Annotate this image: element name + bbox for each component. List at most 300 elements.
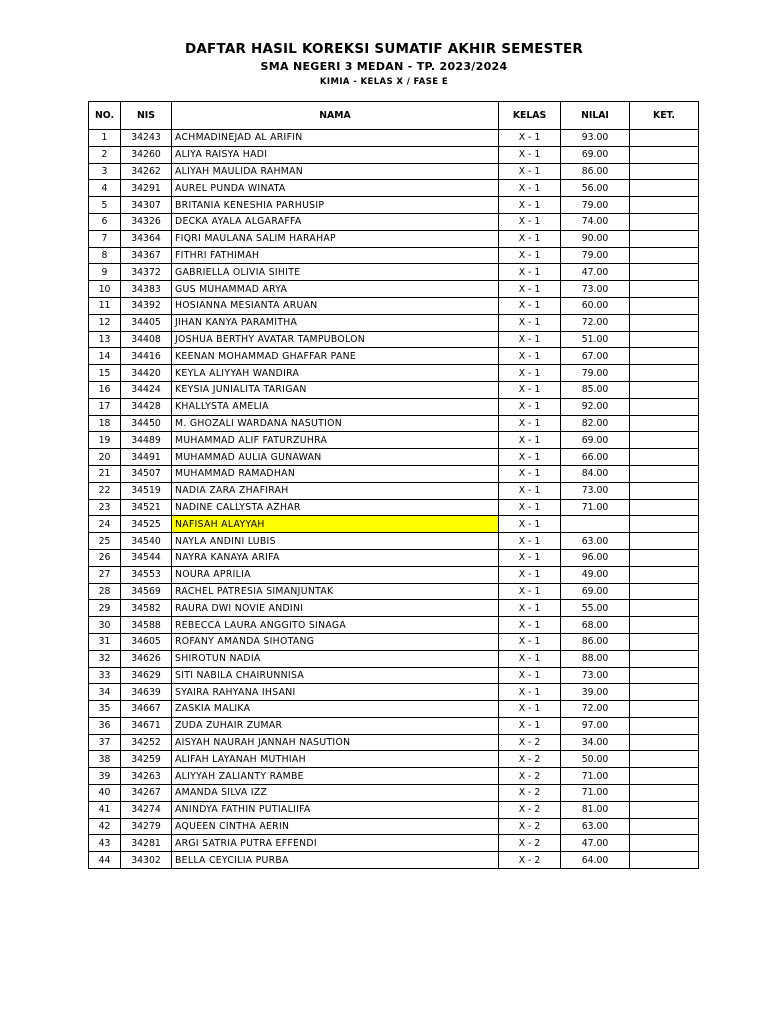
table-row bbox=[89, 533, 699, 550]
cell-no: 36 bbox=[89, 717, 121, 734]
cell-nama: DECKA AYALA ALGARAFFA bbox=[172, 213, 499, 230]
column-header-ket: KET. bbox=[630, 102, 699, 130]
cell-kelas: X - 1 bbox=[499, 583, 561, 600]
cell-nis: 34274 bbox=[121, 801, 172, 818]
cell-nis: 34372 bbox=[121, 264, 172, 281]
cell-kelas: X - 1 bbox=[499, 633, 561, 650]
cell-nis: 34424 bbox=[121, 381, 172, 398]
cell-kelas: X - 1 bbox=[499, 331, 561, 348]
cell-nama: MUHAMMAD ALIF FATURZUHRA bbox=[172, 432, 499, 449]
cell-kelas: X - 1 bbox=[499, 146, 561, 163]
cell-nis: 34291 bbox=[121, 180, 172, 197]
cell-kelas: X - 1 bbox=[499, 650, 561, 667]
cell-nama: ALIYAH MAULIDA RAHMAN bbox=[172, 163, 499, 180]
cell-kelas: X - 1 bbox=[499, 499, 561, 516]
cell-ket bbox=[630, 533, 699, 550]
cell-nama: NADINE CALLYSTA AZHAR bbox=[172, 499, 499, 516]
cell-kelas: X - 1 bbox=[499, 566, 561, 583]
cell-ket bbox=[630, 264, 699, 281]
cell-ket bbox=[630, 801, 699, 818]
table-row bbox=[89, 801, 699, 818]
cell-kelas: X - 1 bbox=[499, 449, 561, 466]
cell-nama: BELLA CEYCILIA PURBA bbox=[172, 852, 499, 869]
table-row bbox=[89, 768, 699, 785]
cell-kelas: X - 1 bbox=[499, 314, 561, 331]
cell-nilai: 81.00 bbox=[561, 801, 630, 818]
cell-nilai: 69.00 bbox=[561, 432, 630, 449]
cell-ket bbox=[630, 180, 699, 197]
cell-nama: NADIA ZARA ZHAFIRAH bbox=[172, 482, 499, 499]
table-row bbox=[89, 398, 699, 415]
cell-nama: AMANDA SILVA IZZ bbox=[172, 785, 499, 802]
cell-no: 35 bbox=[89, 701, 121, 718]
cell-nilai: 79.00 bbox=[561, 197, 630, 214]
table-body bbox=[89, 130, 699, 869]
cell-kelas: X - 1 bbox=[499, 381, 561, 398]
cell-ket bbox=[630, 163, 699, 180]
cell-ket bbox=[630, 701, 699, 718]
cell-kelas: X - 1 bbox=[499, 549, 561, 566]
cell-nis: 34262 bbox=[121, 163, 172, 180]
table-header-row bbox=[89, 102, 699, 130]
cell-kelas: X - 1 bbox=[499, 398, 561, 415]
cell-ket bbox=[630, 230, 699, 247]
cell-ket bbox=[630, 818, 699, 835]
cell-nama: MUHAMMAD AULIA GUNAWAN bbox=[172, 449, 499, 466]
cell-nilai: 69.00 bbox=[561, 583, 630, 600]
cell-nilai: 63.00 bbox=[561, 818, 630, 835]
table-row bbox=[89, 751, 699, 768]
cell-nilai: 34.00 bbox=[561, 734, 630, 751]
cell-no: 12 bbox=[89, 314, 121, 331]
cell-nama: JIHAN KANYA PARAMITHA bbox=[172, 314, 499, 331]
cell-nama: KEYSIA JUNIALITA TARIGAN bbox=[172, 381, 499, 398]
table-row bbox=[89, 331, 699, 348]
table-row bbox=[89, 717, 699, 734]
cell-no: 43 bbox=[89, 835, 121, 852]
cell-no: 25 bbox=[89, 533, 121, 550]
column-header-kelas: KELAS bbox=[499, 102, 561, 130]
cell-no: 19 bbox=[89, 432, 121, 449]
cell-nilai: 64.00 bbox=[561, 852, 630, 869]
cell-ket bbox=[630, 516, 699, 533]
cell-nis: 34489 bbox=[121, 432, 172, 449]
cell-kelas: X - 1 bbox=[499, 180, 561, 197]
table-row bbox=[89, 314, 699, 331]
cell-no: 9 bbox=[89, 264, 121, 281]
cell-nis: 34392 bbox=[121, 297, 172, 314]
cell-nilai: 72.00 bbox=[561, 701, 630, 718]
cell-ket bbox=[630, 348, 699, 365]
cell-no: 7 bbox=[89, 230, 121, 247]
cell-no: 26 bbox=[89, 549, 121, 566]
cell-kelas: X - 1 bbox=[499, 684, 561, 701]
cell-nama: ZASKIA MALIKA bbox=[172, 701, 499, 718]
cell-kelas: X - 1 bbox=[499, 281, 561, 298]
cell-ket bbox=[630, 213, 699, 230]
table-row bbox=[89, 281, 699, 298]
cell-nis: 34302 bbox=[121, 852, 172, 869]
table-row bbox=[89, 163, 699, 180]
cell-no: 16 bbox=[89, 381, 121, 398]
cell-no: 22 bbox=[89, 482, 121, 499]
table-row bbox=[89, 180, 699, 197]
cell-ket bbox=[630, 146, 699, 163]
cell-nama: AISYAH NAURAH JANNAH NASUTION bbox=[172, 734, 499, 751]
cell-nama: ZUDA ZUHAIR ZUMAR bbox=[172, 717, 499, 734]
cell-nilai: 96.00 bbox=[561, 549, 630, 566]
cell-no: 34 bbox=[89, 684, 121, 701]
cell-nis: 34260 bbox=[121, 146, 172, 163]
cell-nama: GUS MUHAMMAD ARYA bbox=[172, 281, 499, 298]
cell-nis: 34367 bbox=[121, 247, 172, 264]
cell-ket bbox=[630, 130, 699, 147]
cell-kelas: X - 1 bbox=[499, 264, 561, 281]
cell-nama: NAFISAH ALAYYAH bbox=[172, 516, 499, 533]
cell-no: 28 bbox=[89, 583, 121, 600]
cell-ket bbox=[630, 415, 699, 432]
cell-kelas: X - 1 bbox=[499, 365, 561, 382]
table-row bbox=[89, 785, 699, 802]
cell-no: 33 bbox=[89, 667, 121, 684]
cell-ket bbox=[630, 768, 699, 785]
cell-nilai: 73.00 bbox=[561, 667, 630, 684]
cell-nama: ARGI SATRIA PUTRA EFFENDI bbox=[172, 835, 499, 852]
cell-nilai: 85.00 bbox=[561, 381, 630, 398]
cell-kelas: X - 1 bbox=[499, 482, 561, 499]
cell-kelas: X - 1 bbox=[499, 197, 561, 214]
cell-nis: 34408 bbox=[121, 331, 172, 348]
cell-ket bbox=[630, 785, 699, 802]
cell-nis: 34416 bbox=[121, 348, 172, 365]
cell-nis: 34420 bbox=[121, 365, 172, 382]
cell-nis: 34259 bbox=[121, 751, 172, 768]
cell-nis: 34667 bbox=[121, 701, 172, 718]
cell-nilai: 73.00 bbox=[561, 281, 630, 298]
cell-nilai: 71.00 bbox=[561, 785, 630, 802]
column-header-nis: NIS bbox=[121, 102, 172, 130]
column-header-no: NO. bbox=[89, 102, 121, 130]
table-row bbox=[89, 213, 699, 230]
cell-no: 3 bbox=[89, 163, 121, 180]
cell-nis: 34281 bbox=[121, 835, 172, 852]
cell-ket bbox=[630, 381, 699, 398]
cell-nama: MUHAMMAD RAMADHAN bbox=[172, 465, 499, 482]
table-row bbox=[89, 633, 699, 650]
cell-nilai: 88.00 bbox=[561, 650, 630, 667]
cell-nis: 34639 bbox=[121, 684, 172, 701]
cell-nilai: 66.00 bbox=[561, 449, 630, 466]
cell-ket bbox=[630, 684, 699, 701]
cell-ket bbox=[630, 835, 699, 852]
table-row bbox=[89, 835, 699, 852]
cell-nilai: 71.00 bbox=[561, 499, 630, 516]
table-row bbox=[89, 130, 699, 147]
table-row bbox=[89, 818, 699, 835]
cell-nis: 34605 bbox=[121, 633, 172, 650]
table-row bbox=[89, 734, 699, 751]
table-row bbox=[89, 449, 699, 466]
cell-nama: REBECCA LAURA ANGGITO SINAGA bbox=[172, 617, 499, 634]
cell-nama: FITHRI FATHIMAH bbox=[172, 247, 499, 264]
cell-no: 44 bbox=[89, 852, 121, 869]
cell-no: 24 bbox=[89, 516, 121, 533]
cell-nis: 34588 bbox=[121, 617, 172, 634]
cell-nilai: 86.00 bbox=[561, 163, 630, 180]
cell-nis: 34540 bbox=[121, 533, 172, 550]
table-row bbox=[89, 432, 699, 449]
cell-ket bbox=[630, 667, 699, 684]
cell-kelas: X - 1 bbox=[499, 415, 561, 432]
cell-nama: FIQRI MAULANA SALIM HARAHAP bbox=[172, 230, 499, 247]
cell-nis: 34405 bbox=[121, 314, 172, 331]
cell-nis: 34544 bbox=[121, 549, 172, 566]
cell-nama: ALIYA RAISYA HADI bbox=[172, 146, 499, 163]
cell-nis: 34525 bbox=[121, 516, 172, 533]
cell-kelas: X - 1 bbox=[499, 213, 561, 230]
table-row bbox=[89, 516, 699, 533]
cell-nama: ALIYYAH ZALIANTY RAMBE bbox=[172, 768, 499, 785]
cell-nama: ALIFAH LAYANAH MUTHIAH bbox=[172, 751, 499, 768]
cell-nilai: 47.00 bbox=[561, 835, 630, 852]
cell-nilai: 69.00 bbox=[561, 146, 630, 163]
cell-nama: AQUEEN CINTHA AERIN bbox=[172, 818, 499, 835]
table-row bbox=[89, 146, 699, 163]
cell-no: 29 bbox=[89, 600, 121, 617]
cell-no: 18 bbox=[89, 415, 121, 432]
cell-nis: 34243 bbox=[121, 130, 172, 147]
cell-nilai: 86.00 bbox=[561, 633, 630, 650]
cell-nama: AUREL PUNDA WINATA bbox=[172, 180, 499, 197]
cell-kelas: X - 2 bbox=[499, 801, 561, 818]
cell-kelas: X - 1 bbox=[499, 297, 561, 314]
table-row bbox=[89, 465, 699, 482]
cell-nilai: 47.00 bbox=[561, 264, 630, 281]
cell-ket bbox=[630, 751, 699, 768]
cell-nis: 34507 bbox=[121, 465, 172, 482]
cell-nama: HOSIANNA MESIANTA ARUAN bbox=[172, 297, 499, 314]
document-title: DAFTAR HASIL KOREKSI SUMATIF AKHIR SEMESTER bbox=[185, 41, 583, 57]
cell-nama: KEYLA ALIYYAH WANDIRA bbox=[172, 365, 499, 382]
cell-no: 23 bbox=[89, 499, 121, 516]
cell-nis: 34263 bbox=[121, 768, 172, 785]
table-row bbox=[89, 197, 699, 214]
grades-table bbox=[88, 101, 699, 869]
cell-ket bbox=[630, 197, 699, 214]
cell-kelas: X - 1 bbox=[499, 717, 561, 734]
cell-nama: NAYRA KANAYA ARIFA bbox=[172, 549, 499, 566]
cell-nilai: 79.00 bbox=[561, 247, 630, 264]
cell-no: 8 bbox=[89, 247, 121, 264]
cell-ket bbox=[630, 617, 699, 634]
school-subtitle: SMA NEGERI 3 MEDAN - TP. 2023/2024 bbox=[260, 60, 508, 73]
table-row bbox=[89, 549, 699, 566]
cell-ket bbox=[630, 465, 699, 482]
cell-kelas: X - 2 bbox=[499, 818, 561, 835]
table-row bbox=[89, 365, 699, 382]
cell-nilai: 60.00 bbox=[561, 297, 630, 314]
table-row bbox=[89, 650, 699, 667]
cell-nis: 34326 bbox=[121, 213, 172, 230]
cell-nilai: 67.00 bbox=[561, 348, 630, 365]
cell-nilai: 49.00 bbox=[561, 566, 630, 583]
cell-no: 30 bbox=[89, 617, 121, 634]
cell-kelas: X - 2 bbox=[499, 734, 561, 751]
cell-ket bbox=[630, 549, 699, 566]
cell-kelas: X - 2 bbox=[499, 835, 561, 852]
cell-ket bbox=[630, 566, 699, 583]
cell-ket bbox=[630, 852, 699, 869]
cell-nilai: 39.00 bbox=[561, 684, 630, 701]
table-row bbox=[89, 701, 699, 718]
cell-nis: 34383 bbox=[121, 281, 172, 298]
cell-nama: JOSHUA BERTHY AVATAR TAMPUBOLON bbox=[172, 331, 499, 348]
column-header-nilai: NILAI bbox=[561, 102, 630, 130]
cell-nis: 34553 bbox=[121, 566, 172, 583]
subject-subtitle: KIMIA - KELAS X / FASE E bbox=[319, 77, 449, 87]
cell-no: 6 bbox=[89, 213, 121, 230]
column-header-nama: NAMA bbox=[172, 102, 499, 130]
cell-no: 14 bbox=[89, 348, 121, 365]
cell-nilai: 74.00 bbox=[561, 213, 630, 230]
cell-kelas: X - 2 bbox=[499, 852, 561, 869]
cell-nis: 34428 bbox=[121, 398, 172, 415]
cell-nama: SHIROTUN NADIA bbox=[172, 650, 499, 667]
cell-nis: 34671 bbox=[121, 717, 172, 734]
table-row bbox=[89, 499, 699, 516]
table-row bbox=[89, 247, 699, 264]
cell-nilai: 68.00 bbox=[561, 617, 630, 634]
cell-kelas: X - 1 bbox=[499, 600, 561, 617]
cell-ket bbox=[630, 281, 699, 298]
table-row bbox=[89, 617, 699, 634]
table-row bbox=[89, 230, 699, 247]
cell-no: 10 bbox=[89, 281, 121, 298]
cell-ket bbox=[630, 331, 699, 348]
cell-no: 40 bbox=[89, 785, 121, 802]
cell-ket bbox=[630, 717, 699, 734]
cell-ket bbox=[630, 600, 699, 617]
table-row bbox=[89, 684, 699, 701]
cell-ket bbox=[630, 449, 699, 466]
cell-nama: SITI NABILA CHAIRUNNISA bbox=[172, 667, 499, 684]
cell-nilai: 72.00 bbox=[561, 314, 630, 331]
cell-no: 27 bbox=[89, 566, 121, 583]
cell-nis: 34307 bbox=[121, 197, 172, 214]
cell-kelas: X - 1 bbox=[499, 432, 561, 449]
table-row bbox=[89, 667, 699, 684]
table-row bbox=[89, 264, 699, 281]
cell-no: 4 bbox=[89, 180, 121, 197]
cell-no: 20 bbox=[89, 449, 121, 466]
cell-no: 39 bbox=[89, 768, 121, 785]
cell-nis: 34519 bbox=[121, 482, 172, 499]
cell-kelas: X - 1 bbox=[499, 247, 561, 264]
cell-no: 31 bbox=[89, 633, 121, 650]
cell-nama: BRITANIA KENESHIA PARHUSIP bbox=[172, 197, 499, 214]
cell-nilai: 79.00 bbox=[561, 365, 630, 382]
cell-nilai: 97.00 bbox=[561, 717, 630, 734]
cell-nilai: 71.00 bbox=[561, 768, 630, 785]
cell-nilai: 82.00 bbox=[561, 415, 630, 432]
cell-no: 32 bbox=[89, 650, 121, 667]
cell-no: 5 bbox=[89, 197, 121, 214]
cell-nilai bbox=[561, 516, 630, 533]
cell-nis: 34629 bbox=[121, 667, 172, 684]
cell-nama: KHALLYSTA AMELIA bbox=[172, 398, 499, 415]
cell-ket bbox=[630, 432, 699, 449]
cell-nama: RACHEL PATRESIA SIMANJUNTAK bbox=[172, 583, 499, 600]
cell-kelas: X - 1 bbox=[499, 667, 561, 684]
cell-no: 38 bbox=[89, 751, 121, 768]
cell-nilai: 90.00 bbox=[561, 230, 630, 247]
cell-ket bbox=[630, 499, 699, 516]
cell-ket bbox=[630, 734, 699, 751]
cell-no: 21 bbox=[89, 465, 121, 482]
cell-no: 1 bbox=[89, 130, 121, 147]
cell-kelas: X - 1 bbox=[499, 230, 561, 247]
cell-nis: 34364 bbox=[121, 230, 172, 247]
cell-no: 15 bbox=[89, 365, 121, 382]
cell-nama: ACHMADINEJAD AL ARIFIN bbox=[172, 130, 499, 147]
cell-nis: 34491 bbox=[121, 449, 172, 466]
cell-nilai: 73.00 bbox=[561, 482, 630, 499]
cell-nis: 34582 bbox=[121, 600, 172, 617]
cell-nama: GABRIELLA OLIVIA SIHITE bbox=[172, 264, 499, 281]
cell-nilai: 92.00 bbox=[561, 398, 630, 415]
cell-ket bbox=[630, 398, 699, 415]
cell-ket bbox=[630, 583, 699, 600]
cell-nama: NOURA APRILIA bbox=[172, 566, 499, 583]
cell-kelas: X - 2 bbox=[499, 785, 561, 802]
table-row bbox=[89, 482, 699, 499]
cell-kelas: X - 2 bbox=[499, 768, 561, 785]
cell-ket bbox=[630, 247, 699, 264]
cell-nis: 34450 bbox=[121, 415, 172, 432]
table-row bbox=[89, 566, 699, 583]
cell-ket bbox=[630, 650, 699, 667]
cell-ket bbox=[630, 314, 699, 331]
cell-no: 2 bbox=[89, 146, 121, 163]
cell-kelas: X - 1 bbox=[499, 516, 561, 533]
cell-ket bbox=[630, 482, 699, 499]
cell-nis: 34521 bbox=[121, 499, 172, 516]
cell-nama: ROFANY AMANDA SIHOTANG bbox=[172, 633, 499, 650]
cell-ket bbox=[630, 365, 699, 382]
cell-kelas: X - 1 bbox=[499, 348, 561, 365]
table-row bbox=[89, 600, 699, 617]
cell-kelas: X - 2 bbox=[499, 751, 561, 768]
cell-no: 42 bbox=[89, 818, 121, 835]
cell-kelas: X - 1 bbox=[499, 617, 561, 634]
cell-nama: ANINDYA FATHIN PUTIALIIFA bbox=[172, 801, 499, 818]
cell-nilai: 50.00 bbox=[561, 751, 630, 768]
cell-nilai: 55.00 bbox=[561, 600, 630, 617]
cell-ket bbox=[630, 633, 699, 650]
cell-nis: 34569 bbox=[121, 583, 172, 600]
cell-nis: 34267 bbox=[121, 785, 172, 802]
table-row bbox=[89, 852, 699, 869]
cell-kelas: X - 1 bbox=[499, 701, 561, 718]
cell-no: 11 bbox=[89, 297, 121, 314]
cell-nama: SYAIRA RAHYANA IHSANI bbox=[172, 684, 499, 701]
cell-kelas: X - 1 bbox=[499, 163, 561, 180]
cell-nilai: 56.00 bbox=[561, 180, 630, 197]
table-row bbox=[89, 583, 699, 600]
cell-kelas: X - 1 bbox=[499, 465, 561, 482]
cell-nilai: 84.00 bbox=[561, 465, 630, 482]
cell-kelas: X - 1 bbox=[499, 130, 561, 147]
